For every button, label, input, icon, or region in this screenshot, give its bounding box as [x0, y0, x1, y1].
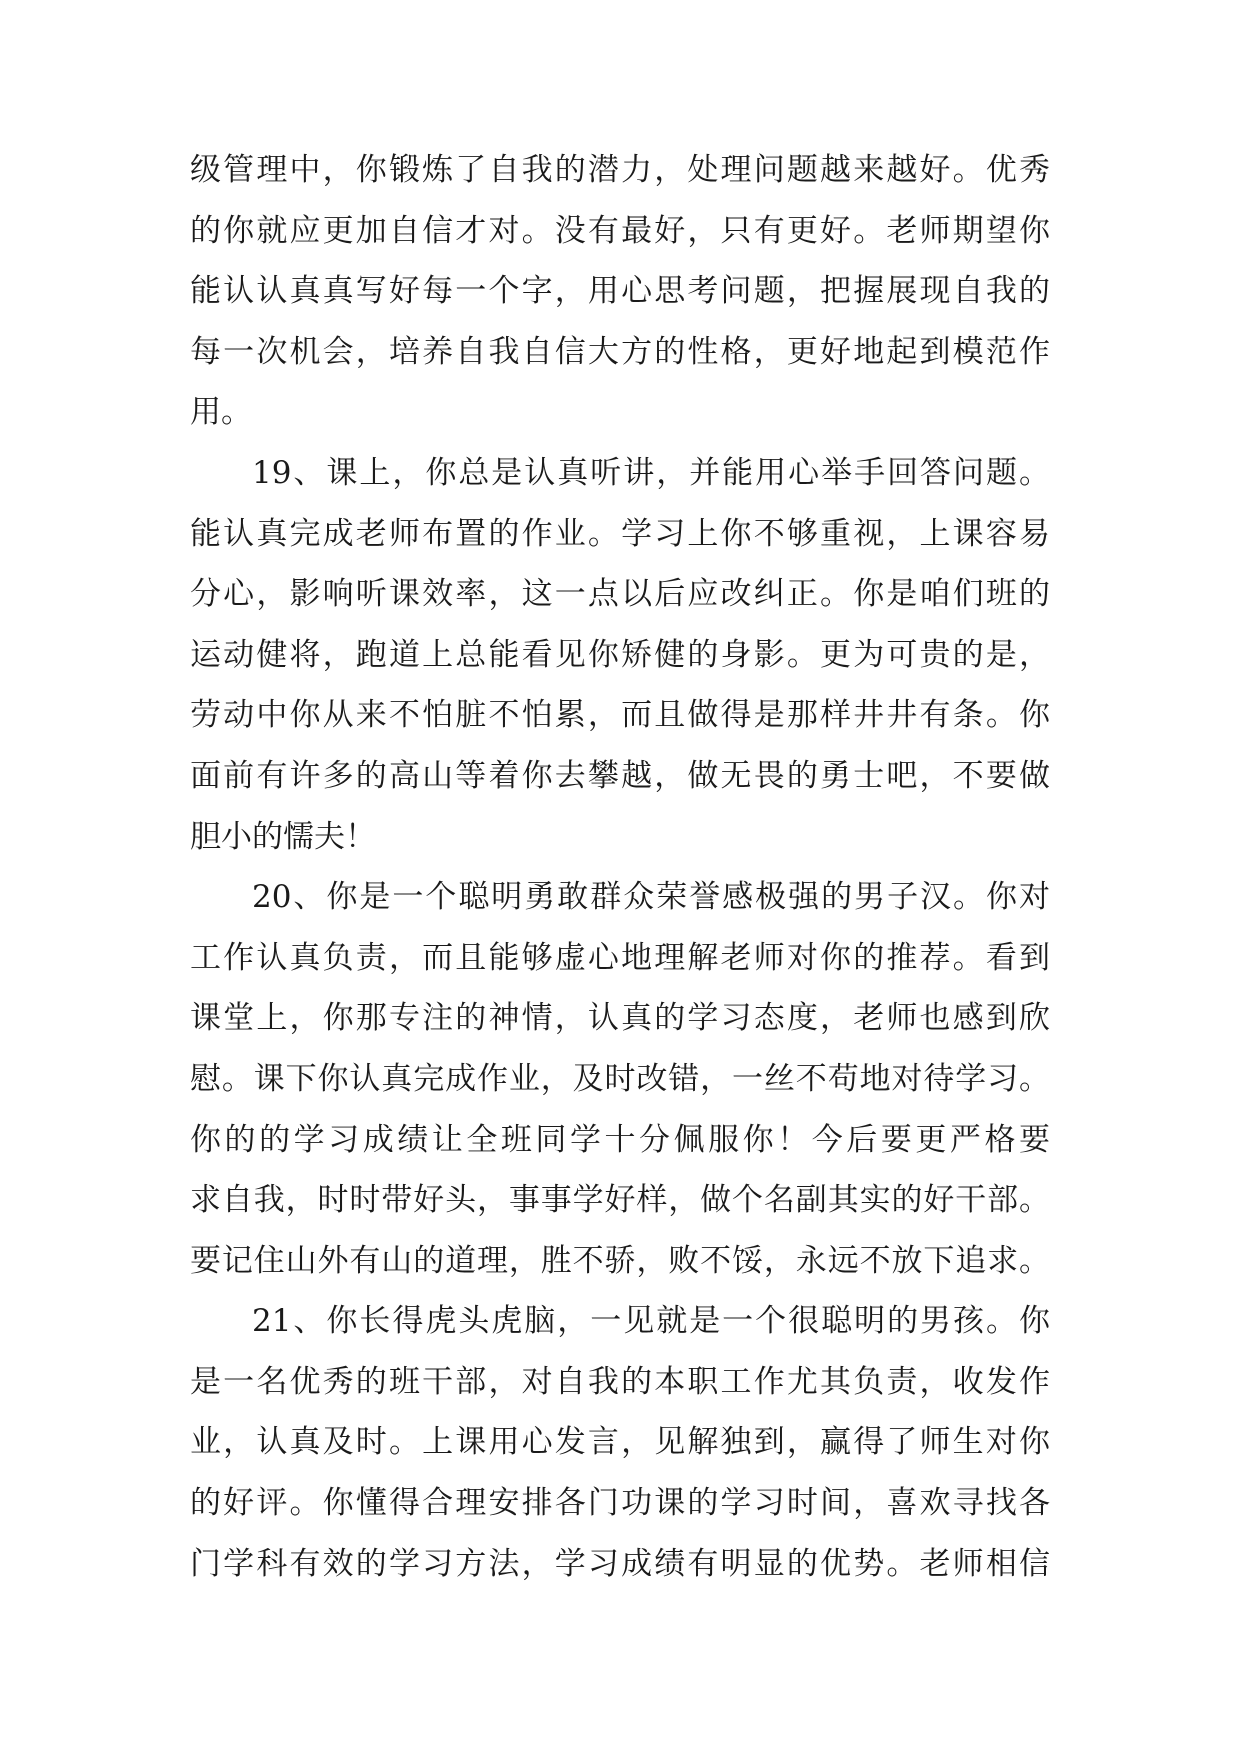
text-line: 用。 — [190, 394, 252, 431]
text-line: 工作认真负责，而且能够虚心地理解老师对你的推荐。看到 — [190, 939, 1050, 976]
text-line: 要记住山外有山的道理，胜不骄，败不馁，永远不放下追求。 — [190, 1242, 1050, 1279]
text-line: 面前有许多的高山等着你去攀越，做无畏的勇士吧，不要做 — [190, 757, 1050, 794]
text-line: 胆小的懦夫！ — [190, 818, 376, 855]
text-line: 的好评。你懂得合理安排各门功课的学习时间，喜欢寻找各 — [190, 1485, 1050, 1522]
text-line: 劳动中你从来不怕脏不怕累，而且做得是那样井井有条。你 — [190, 697, 1050, 734]
text-line: 的你就应更加自信才对。没有最好，只有更好。老师期望你 — [190, 212, 1050, 249]
text-line: 慰。课下你认真完成作业，及时改错，一丝不苟地对待学习。 — [190, 1060, 1050, 1097]
paragraph-20-first-line: 20、你是一个聪明勇敢群众荣誉感极强的男子汉。你对 — [252, 879, 1050, 916]
text-line: 是一名优秀的班干部，对自我的本职工作尤其负责，收发作 — [190, 1363, 1050, 1400]
text-line: 能认真完成老师布置的作业。学习上你不够重视，上课容易 — [190, 515, 1050, 552]
paragraph-19-first-line: 19、课上，你总是认真听讲，并能用心举手回答问题。 — [252, 454, 1050, 491]
text-line: 求自我，时时带好头，事事学好样，做个名副其实的好干部。 — [190, 1182, 1050, 1219]
text-line: 级管理中，你锻炼了自我的潜力，处理问题越来越好。优秀 — [190, 152, 1050, 188]
text-line: 你的的学习成绩让全班同学十分佩服你！今后要更严格要 — [190, 1121, 1050, 1158]
paragraph-21-first-line: 21、你长得虎头虎脑，一见就是一个很聪明的男孩。你 — [252, 1303, 1050, 1340]
text-line: 每一次机会，培养自我自信大方的性格，更好地起到模范作 — [190, 333, 1050, 370]
text-line: 运动健将，跑道上总能看见你矫健的身影。更为可贵的是， — [190, 636, 1050, 673]
text-line: 课堂上，你那专注的神情，认真的学习态度，老师也感到欣 — [190, 1000, 1050, 1037]
text-line: 业，认真及时。上课用心发言，见解独到，赢得了师生对你 — [190, 1424, 1050, 1461]
text-line: 能认认真真写好每一个字，用心思考问题，把握展现自我的 — [190, 273, 1050, 310]
text-line: 分心，影响听课效率，这一点以后应改纠正。你是咱们班的 — [190, 576, 1050, 613]
text-line: 门学科有效的学习方法，学习成绩有明显的优势。老师相信 — [190, 1545, 1050, 1582]
body-text — [190, 140, 1050, 1594]
